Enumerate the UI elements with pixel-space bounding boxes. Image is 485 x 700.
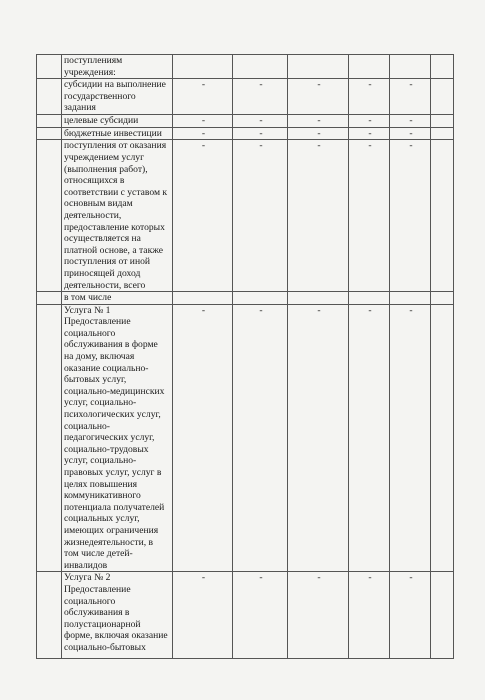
table-cell: -	[288, 127, 349, 140]
table-cell: -	[349, 127, 390, 140]
table-cell: -	[233, 127, 288, 140]
table-cell	[390, 292, 431, 305]
table-cell	[390, 55, 431, 79]
row-label-text: поступлениям учреждения:	[64, 55, 123, 78]
table-row	[37, 127, 454, 140]
table-cell	[37, 127, 62, 140]
table-row	[37, 572, 454, 659]
table-cell: -	[349, 572, 390, 659]
table-cell	[37, 292, 62, 305]
row-label	[62, 115, 173, 128]
row-label-text: поступления от оказания учреждением услуг (выполнения работ), относящихся в соответствии с уставом к основным видам деятельности, предоставление которых осуществляется на платной основе, а также поступления от иной приносящей доход деятельности, всего	[64, 140, 168, 291]
table-cell: -	[390, 304, 431, 572]
table-cell	[173, 292, 233, 305]
table-cell	[233, 292, 288, 305]
table-cell: -	[233, 304, 288, 572]
row-label-text: Услуга № 1 Предоставление социального обслуживания в форме на дому, включая оказание социально- бытовых услуг, социально-медицинских услуг, социально- психологических услуг, социально- педагогических услуг, социально-трудовых услуг, социально- правовых услуг, услуг в целях повышения коммуникативного потенциала получателей социальных услуг, имеющих ограничения жизнедеятельности, в том числе детей- инвалидов	[64, 304, 165, 571]
row-label	[62, 292, 173, 305]
table-row	[37, 304, 454, 572]
table-cell	[37, 572, 62, 659]
table-cell: -	[349, 304, 390, 572]
table-cell	[37, 115, 62, 128]
row-label	[62, 140, 173, 292]
table-cell: -	[288, 304, 349, 572]
table-cell	[431, 140, 454, 292]
row-label	[62, 79, 173, 115]
table-cell	[37, 79, 62, 115]
table-row	[37, 140, 454, 292]
table-cell: -	[288, 115, 349, 128]
row-label	[62, 55, 173, 79]
row-label	[62, 572, 173, 659]
table-cell	[431, 292, 454, 305]
table-cell: -	[233, 115, 288, 128]
table-cell: -	[173, 304, 233, 572]
table-cell: -	[390, 127, 431, 140]
table-cell: -	[390, 140, 431, 292]
financial-plan-table	[36, 54, 454, 659]
table-cell: -	[390, 79, 431, 115]
table-cell: -	[233, 140, 288, 292]
table-cell: -	[173, 572, 233, 659]
table-cell	[431, 572, 454, 659]
table-row	[37, 292, 454, 305]
table-cell: -	[173, 115, 233, 128]
table-cell: -	[390, 572, 431, 659]
table-cell	[431, 79, 454, 115]
table-row	[37, 79, 454, 115]
row-label-text: бюджетные инвестиции	[64, 127, 162, 139]
table-cell: -	[233, 79, 288, 115]
row-label	[62, 127, 173, 140]
table-cell	[431, 115, 454, 128]
table-cell: -	[349, 79, 390, 115]
table-cell	[37, 304, 62, 572]
table-cell	[288, 292, 349, 305]
row-label	[62, 304, 173, 572]
table-row	[37, 55, 454, 79]
table-cell	[37, 55, 62, 79]
table-row	[37, 115, 454, 128]
table-cell	[431, 127, 454, 140]
row-label-text: субсидии на выполнение государственного задания	[64, 79, 166, 114]
row-label-text: в том числе	[64, 292, 112, 304]
table-cell	[349, 55, 390, 79]
table-cell: -	[288, 140, 349, 292]
table-cell: -	[349, 140, 390, 292]
row-label-text: Услуга № 2 Предоставление социального обслуживания в полустационарной форме, включая оказание социально-бытовых	[64, 572, 168, 653]
table-cell	[233, 55, 288, 79]
table-cell: -	[288, 572, 349, 659]
table-cell: -	[173, 140, 233, 292]
table-cell	[37, 140, 62, 292]
table-cell: -	[390, 115, 431, 128]
table-cell: -	[288, 79, 349, 115]
table-cell	[173, 55, 233, 79]
row-label-text: целевые субсидии	[64, 115, 139, 127]
table-cell	[431, 55, 454, 79]
table-cell: -	[173, 127, 233, 140]
table-cell: -	[233, 572, 288, 659]
table-cell: -	[173, 79, 233, 115]
table-cell	[288, 55, 349, 79]
table-cell	[431, 304, 454, 572]
table-cell: -	[349, 115, 390, 128]
table-cell	[349, 292, 390, 305]
